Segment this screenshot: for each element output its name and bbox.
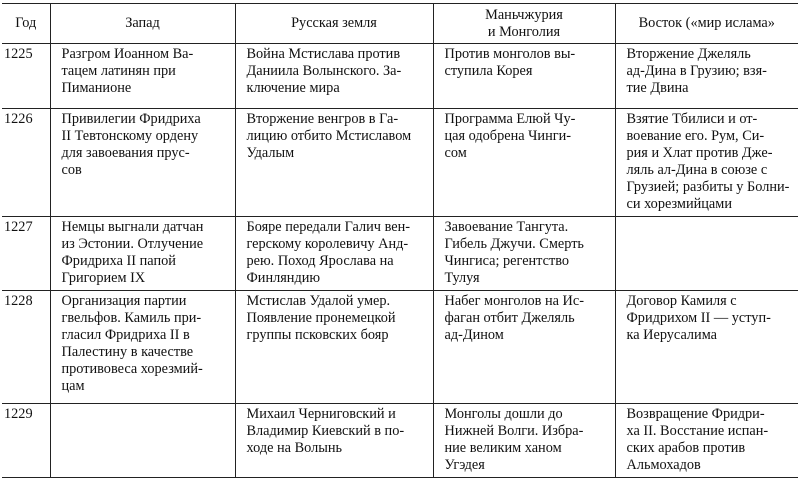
cell-year: 1227 [2,217,50,291]
header-year: Год [2,4,50,44]
cell-east: Договор Камиля с Фридрихом II — уступ- ка Иерусалима [615,291,798,404]
cell-mong: Завоевание Тангута. Гибель Джучи. Смерть Чингиса; регентство Тулуя [433,217,615,291]
cell-east: Вторжение Джеляль ад-Дина в Грузию; взя- тие Двина [615,44,798,109]
cell-west: Разгром Иоанном Ва- тацем латинян при Пиманионе [50,44,235,109]
cell-east [615,217,798,291]
header-rus: Русская земля [235,4,433,44]
cell-rus: Мстислав Удалой умер. Появление пронемецкой группы псковских бояр [235,291,433,404]
cell-year: 1229 [2,404,50,478]
header-row [2,4,798,44]
cell-mong: Монголы дошли до Нижней Волги. Избра- ние великим ханом Угэдея [433,404,615,478]
chronology-table [2,3,798,478]
table-row [2,404,798,478]
table-row [2,291,798,404]
header-east: Восток («мир ислама» [615,4,798,44]
cell-west: Привилегии Фридриха II Тевтонскому ордену для завоевания прус- сов [50,109,235,217]
cell-rus: Война Мстислава против Даниила Волынского. За- ключение мира [235,44,433,109]
cell-west: Немцы выгнали датчан из Эстонии. Отлучение Фридриха II папой Григорием IX [50,217,235,291]
cell-east: Взятие Тбилиси и от- воевание его. Рум, Си- рия и Хлат против Дже- ляль ал-Дина в союзе с Грузией; разбиты у Болни- си хорезмийцами [615,109,798,217]
header-mong: Маньчжурия и Монголия [433,4,615,44]
cell-rus: Бояре передали Галич вен- герскому королевичу Анд- рею. Поход Ярослава на Финляндию [235,217,433,291]
cell-rus: Михаил Черниговский и Владимир Киевский в по- ходе на Волынь [235,404,433,478]
table-row [2,217,798,291]
cell-east: Возвращение Фридри- ха II. Восстание испан- ских арабов против Альмохадов [615,404,798,478]
cell-mong: Набег монголов на Ис- фаган отбит Джеляль ад-Дином [433,291,615,404]
cell-mong: Программа Елюй Чу- цая одобрена Чинги- сом [433,109,615,217]
cell-year: 1225 [2,44,50,109]
table-row [2,109,798,217]
cell-mong: Против монголов вы- ступила Корея [433,44,615,109]
cell-year: 1228 [2,291,50,404]
cell-west: Организация партии гвельфов. Камиль при- гласил Фридриха II в Палестину в качестве противовеса хорезмий- цам [50,291,235,404]
table-row [2,44,798,109]
cell-year: 1226 [2,109,50,217]
cell-rus: Вторжение венгров в Га- лицию отбито Мстиславом Удалым [235,109,433,217]
header-west: Запад [50,4,235,44]
cell-west [50,404,235,478]
